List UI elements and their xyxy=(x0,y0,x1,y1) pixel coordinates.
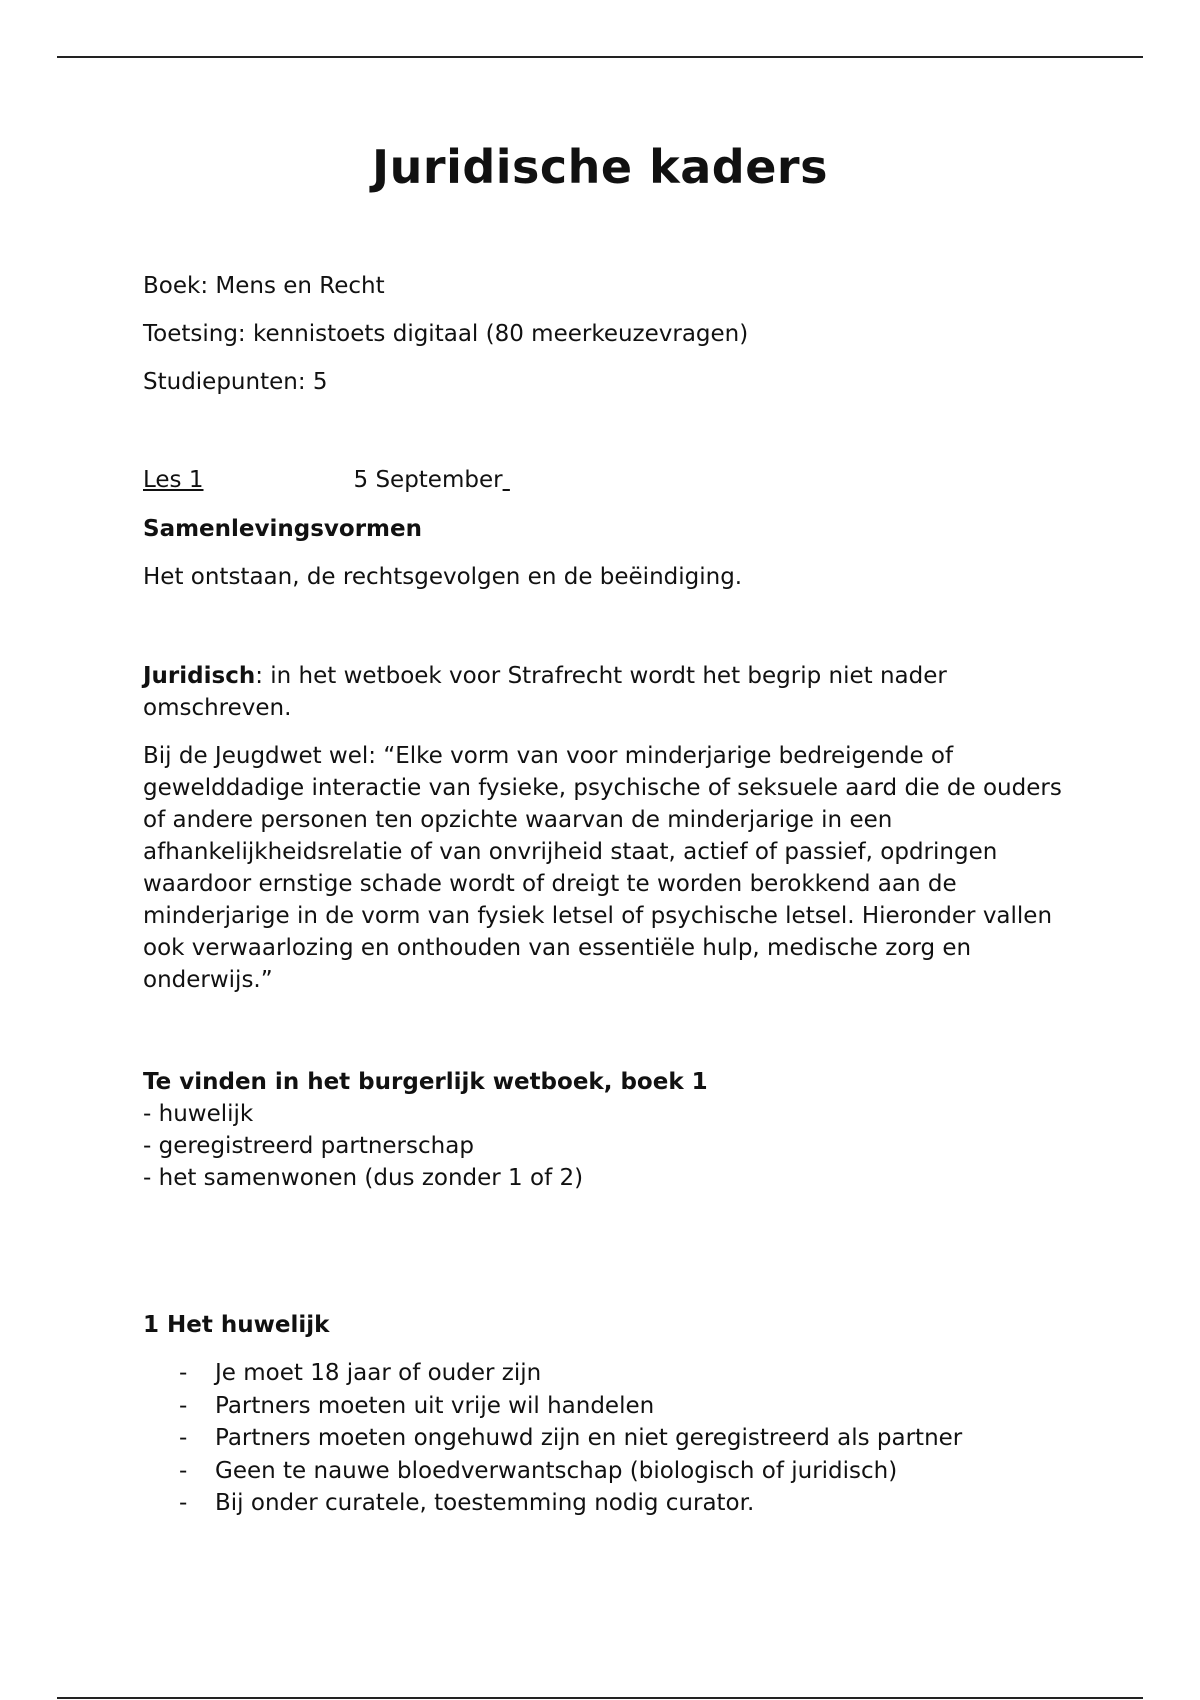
juridisch-definition: : in het wetboek voor Strafrecht wordt het begrip niet nader omschreven. xyxy=(143,663,947,721)
meta-studiepunten: Studiepunten: 5 xyxy=(143,369,328,395)
list-item-text: Je moet 18 jaar of ouder zijn xyxy=(215,1360,542,1386)
list-item xyxy=(143,1422,1073,1455)
list-dash: - xyxy=(179,1392,188,1419)
lesson-date: 5 September xyxy=(353,467,503,493)
section-samenlevingsvormen xyxy=(143,513,1073,593)
list-item xyxy=(143,1390,1073,1423)
list-item-text: Partners moeten ongehuwd zijn en niet geregistreerd als partner xyxy=(215,1425,963,1451)
section-juridisch xyxy=(143,660,1073,996)
huwelijk-list xyxy=(143,1357,1073,1520)
section-huwelijk xyxy=(143,1309,1073,1520)
bw-heading: Te vinden in het burgerlijk wetboek, boek 1 xyxy=(143,1069,708,1095)
section-burgerlijk-wetboek xyxy=(143,1066,1073,1194)
huwelijk-heading: 1 Het huwelijk xyxy=(143,1312,330,1338)
meta-toetsing: Toetsing: kennistoets digitaal (80 meerkeuzevragen) xyxy=(143,321,749,347)
bw-item: - geregistreerd partnerschap xyxy=(143,1133,474,1159)
list-dash: - xyxy=(179,1360,188,1386)
meta-boek: Boek: Mens en Recht xyxy=(143,273,385,299)
page-title: Juridische kaders xyxy=(372,140,828,194)
list-dash: - xyxy=(179,1490,188,1516)
list-item xyxy=(143,1455,1073,1488)
bw-item: - huwelijk xyxy=(143,1101,254,1127)
juridisch-paragraph xyxy=(143,660,1073,724)
section-text: Het ontstaan, de rechtsgevolgen en de beëindiging. xyxy=(143,564,743,590)
top-rule xyxy=(57,56,1143,58)
section-heading: Samenlevingsvormen xyxy=(143,516,422,542)
bottom-rule xyxy=(57,1697,1143,1699)
list-item-text: Bij onder curatele, toestemming nodig curator. xyxy=(215,1490,755,1516)
list-item xyxy=(143,1487,1073,1520)
juridisch-term: Juridisch xyxy=(143,663,256,689)
list-item-text: Partners moeten uit vrije wil handelen xyxy=(215,1392,655,1419)
bw-item: - het samenwonen (dus zonder 1 of 2) xyxy=(143,1165,584,1191)
lesson-label: Les 1 xyxy=(143,467,204,493)
list-item-text: Geen te nauwe bloedverwantschap (biologisch of juridisch) xyxy=(215,1457,898,1484)
list-dash: - xyxy=(179,1425,188,1451)
list-item xyxy=(143,1357,1073,1390)
course-meta xyxy=(143,270,1073,414)
list-dash: - xyxy=(179,1457,188,1484)
lesson-header xyxy=(143,464,510,496)
jeugdwet-quote: Bij de Jeugdwet wel: “Elke vorm van voor minderjarige bedreigende of gewelddadige interactie van fysieke, psychische of seksuele aard die de ouders of andere personen ten opzichte waarvan de minderjarige in een afhankelijkheidsrelatie of van onvrijheid staat, actief of passief, opdringen waardoor ernstige schade wordt of dreigt te worden berokkend aan de minderjarige in de vorm van fysiek letsel of psychische letsel. Hieronder vallen ook verwaarlozing en onthouden van essentiële hulp, medische zorg en onderwijs.” xyxy=(143,743,1062,993)
